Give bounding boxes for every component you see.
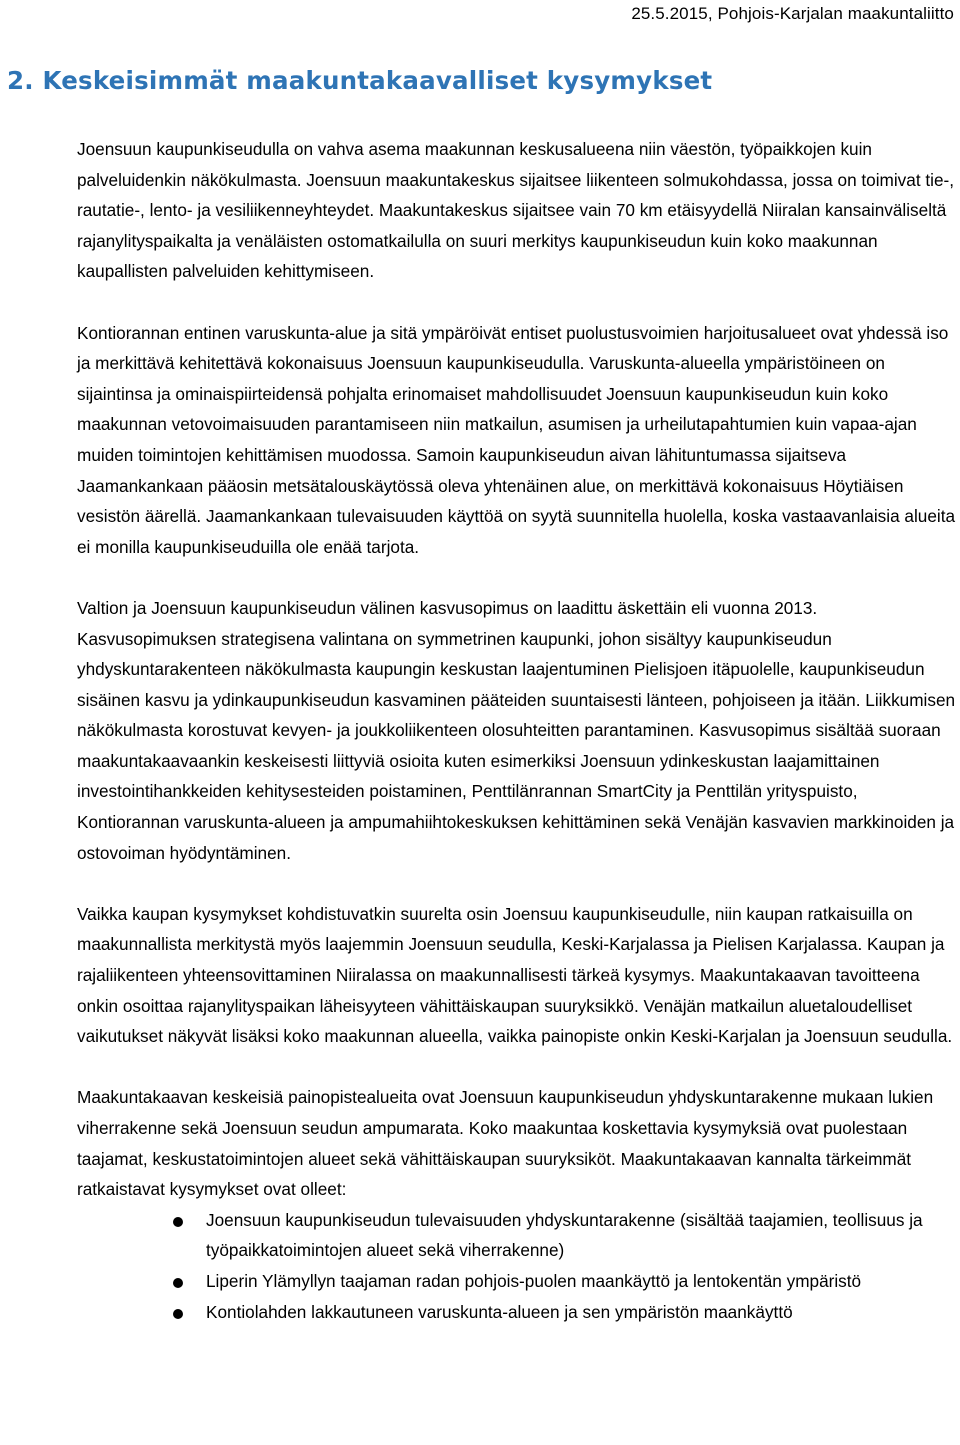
paragraph: Valtion ja Joensuun kaupunkiseudun välinen kasvusopimus on laadittu äskettäin eli vuonna 2013. Kasvusopimuksen strategisena valintana on symmetrinen kaupunki, johon sisältyy kaupunkiseudun yhdyskuntarakenteen näkökulmasta kaupungin keskustan laajentuminen Pielisjoen itäpuolelle, kaupunkiseudun sisäinen kasvu ja ydinkaupunkiseudun kasvaminen pääteiden suuntaisesti länteen, pohjoiseen ja itään. Liikkumisen näkökulmasta korostuvat kevyen- ja joukkoliikenteen olosuhteitten parantaminen. Kasvusopimus sisältää suoraan maakuntakaavaankin keskeisesti liittyviä osioita kuten esimerkiksi Joensuun ydinkeskustan laajamittainen investointihankkeiden kehitysesteiden poistaminen, Penttilänrannan SmartCity ja Penttilän yrityspuisto, Kontiorannan varuskunta-alueen ja ampumahiihtokeskuksen kehittäminen sekä Venäjän kasvavien markkinoiden ja ostovoiman hyödyntäminen. bbox=[77, 597, 956, 863]
list-item-text: Liperin Ylämyllyn taajaman radan pohjois-puolen maankäyttö ja lentokentän ympäristö bbox=[206, 1270, 862, 1291]
list-item-text: Joensuun kaupunkiseudun tulevaisuuden yhdyskuntarakenne (sisältää taajamien, teollisuus ja työpaikkatoimintojen alueet sekä viherrakenne) bbox=[206, 1209, 923, 1261]
paragraph: Maakuntakaavan keskeisiä painopistealueita ovat Joensuun kaupunkiseudun yhdyskuntarakenne mukaan lukien viherrakenne sekä Joensuun seudun ampumarata. Koko maakuntaa koskettavia kysymyksiä ovat puolestaan taajamat, keskustatoimintojen alueet sekä vähittäiskaupan suuryksiköt. Maakuntakaavan kannalta tärkeimmät ratkaistavat kysymykset ovat olleet: bbox=[77, 1087, 934, 1200]
list-item bbox=[77, 1266, 957, 1297]
list-item bbox=[77, 1205, 957, 1266]
paragraph: Joensuun kaupunkiseudulla on vahva asema maakunnan keskusalueena niin väestön, työpaikkojen kuin palveluidenkin näkökulmasta. Joensuun maakuntakeskus sijaitsee liikenteen solmukohdassa, jossa on toimivat tie-, rautatie-, lento- ja vesiliikenneyhteydet. Maakuntakeskus sijaitsee vain 70 km etäisyydellä Niiralan kansainväliseltä rajanylityspaikalta ja venäläisten ostomatkailulla on suuri merkitys kaupunkiseudun kuin koko maakunnan kaupallisten palveluiden kehittymiseen. bbox=[77, 139, 955, 282]
bullet-list bbox=[77, 1205, 957, 1327]
bullet-icon bbox=[173, 1278, 183, 1288]
page-header: 25.5.2015, Pohjois-Karjalan maakuntaliitto bbox=[631, 4, 954, 23]
list-item bbox=[77, 1297, 957, 1328]
paragraph: Kontiorannan entinen varuskunta-alue ja sitä ympäröivät entiset puolustusvoimien harjoitusalueet ovat yhdessä iso ja merkittävä kehitettävä kokonaisuus Joensuun kaupunkiseudulla. Varuskunta-alueella ympäristöineen on sijaintinsa ja ominaispiirteidensä pohjalta erinomaiset mahdollisuudet Joensuun kaupunkiseudun kuin koko maakunnan vetovoimaisuuden parantamiseen niin matkailun, asumisen ja urheilutapahtumien kuin vapaa-ajan muiden toimintojen kehittämisen muodossa. Samoin kaupunkiseudun aivan lähituntumassa sijaitseva Jaamankankaan pääosin metsätalouskäytössä oleva yhtenäinen alue, on merkittävä kokonaisuus Höytiäisen vesistön äärellä. Jaamankankaan tulevaisuuden käyttöä on syytä suunnitella huolella, koska vastaavanlaisia alueita ei monilla kaupunkiseuduilla ole enää tarjota. bbox=[77, 322, 956, 557]
bullet-icon bbox=[173, 1309, 183, 1319]
body-text bbox=[77, 134, 957, 1327]
bullet-icon bbox=[173, 1217, 183, 1227]
paragraph: Vaikka kaupan kysymykset kohdistuvatkin suurelta osin Joensuu kaupunkiseudulle, niin kaupan ratkaisuilla on maakunnallista merkitystä myös laajemmin Joensuun seudulla, Keski-Karjalassa ja Pielisen Karjalassa. Kaupan ja rajaliikenteen yhteensovittaminen Niiralassa on maakunnallisesti tärkeä kysymys. Maakuntakaavan tavoitteena onkin osoittaa rajanylityspaikan läheisyyteen vähittäiskaupan suuryksikkö. Venäjän matkailun aluetaloudelliset vaikutukset näkyvät lisäksi koko maakunnan alueella, vaikka painopiste onkin Keski-Karjalan ja Joensuun seudulla. bbox=[77, 903, 953, 1047]
section-title: 2. Keskeisimmät maakuntakaavalliset kysymykset bbox=[7, 66, 713, 95]
list-item-text: Kontiolahden lakkautuneen varuskunta-alueen ja sen ympäristön maankäyttö bbox=[206, 1301, 793, 1322]
